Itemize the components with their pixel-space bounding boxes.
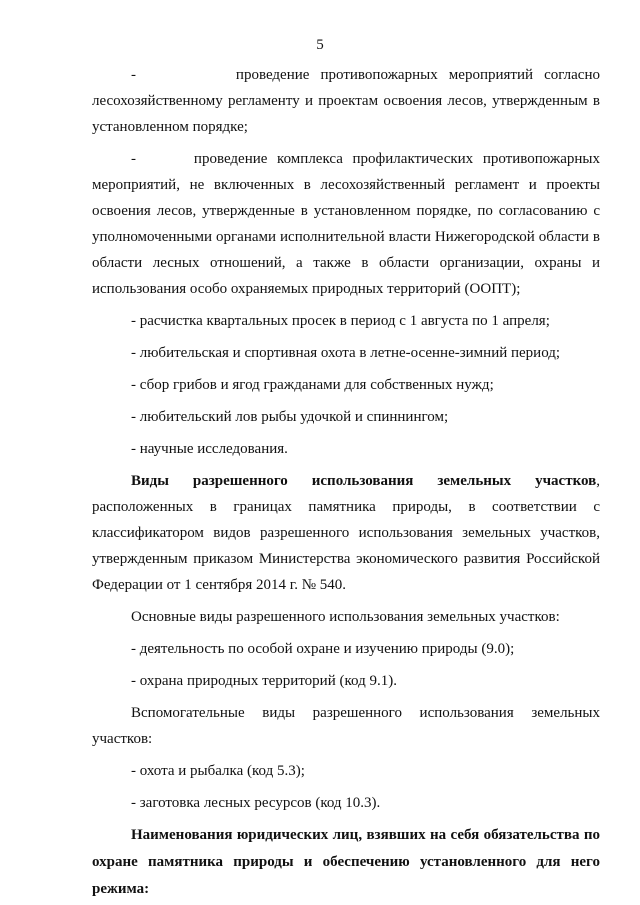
paragraph-land-use-types xyxy=(92,468,600,598)
land-use-heading: Виды разрешенного использования земельных участков xyxy=(131,473,597,489)
land-use-text: , расположенных в границах памятника природы, в соответствии с классификатором видов разрешенного использования земельных участков, утвержденным приказом Министерства экономического развития Российской Федерации от 1 сентября 2014 г. № 540. xyxy=(92,473,600,593)
page-number: 5 xyxy=(316,37,324,53)
list-item: - деятельность по особой охране и изучению природы (9.0); xyxy=(131,641,515,657)
paragraph-main-uses: Основные виды разрешенного использования земельных участков: xyxy=(131,609,560,625)
paragraph-auxiliary-uses: Вспомогательные виды разрешенного использования земельных участков: xyxy=(92,705,600,747)
list-item: - научные исследования. xyxy=(131,441,288,457)
heading-legal-entities: Наименования юридических лиц, взявших на себя обязательства по охране памятника природы и обеспечению установленного для него режима: xyxy=(92,827,600,897)
list-item: - охота и рыбалка (код 5.3); xyxy=(131,763,305,779)
list-item: - любительская и спортивная охота в летне-осенне-зимний период; xyxy=(131,345,561,361)
list-item: - сбор грибов и ягод гражданами для собственных нужд; xyxy=(131,377,494,393)
paragraph-fire-prevention: - проведение противопожарных мероприятий согласно лесохозяйственному регламенту и проектам освоения лесов, утвержденным в установленном порядке; xyxy=(92,67,600,135)
list-item: - любительский лов рыбы удочкой и спиннингом; xyxy=(131,409,449,425)
list-item: - заготовка лесных ресурсов (код 10.3). xyxy=(131,795,381,811)
list-item: - расчистка квартальных просек в период с 1 августа по 1 апреля; xyxy=(131,313,550,329)
list-item: - охрана природных территорий (код 9.1). xyxy=(131,673,397,689)
document-body xyxy=(92,62,600,903)
paragraph-fire-complex: - проведение комплекса профилактических противопожарных мероприятий, не включенных в лесохозяйственный регламент и проекты освоения лесов, утвержденные в установленном порядке, по согласованию с уполномоченными органами исполнительной власти Нижегородской области в области лесных отношений, а также в области организации, охраны и использования особо охраняемых природных территорий (ООПТ); xyxy=(92,151,600,297)
